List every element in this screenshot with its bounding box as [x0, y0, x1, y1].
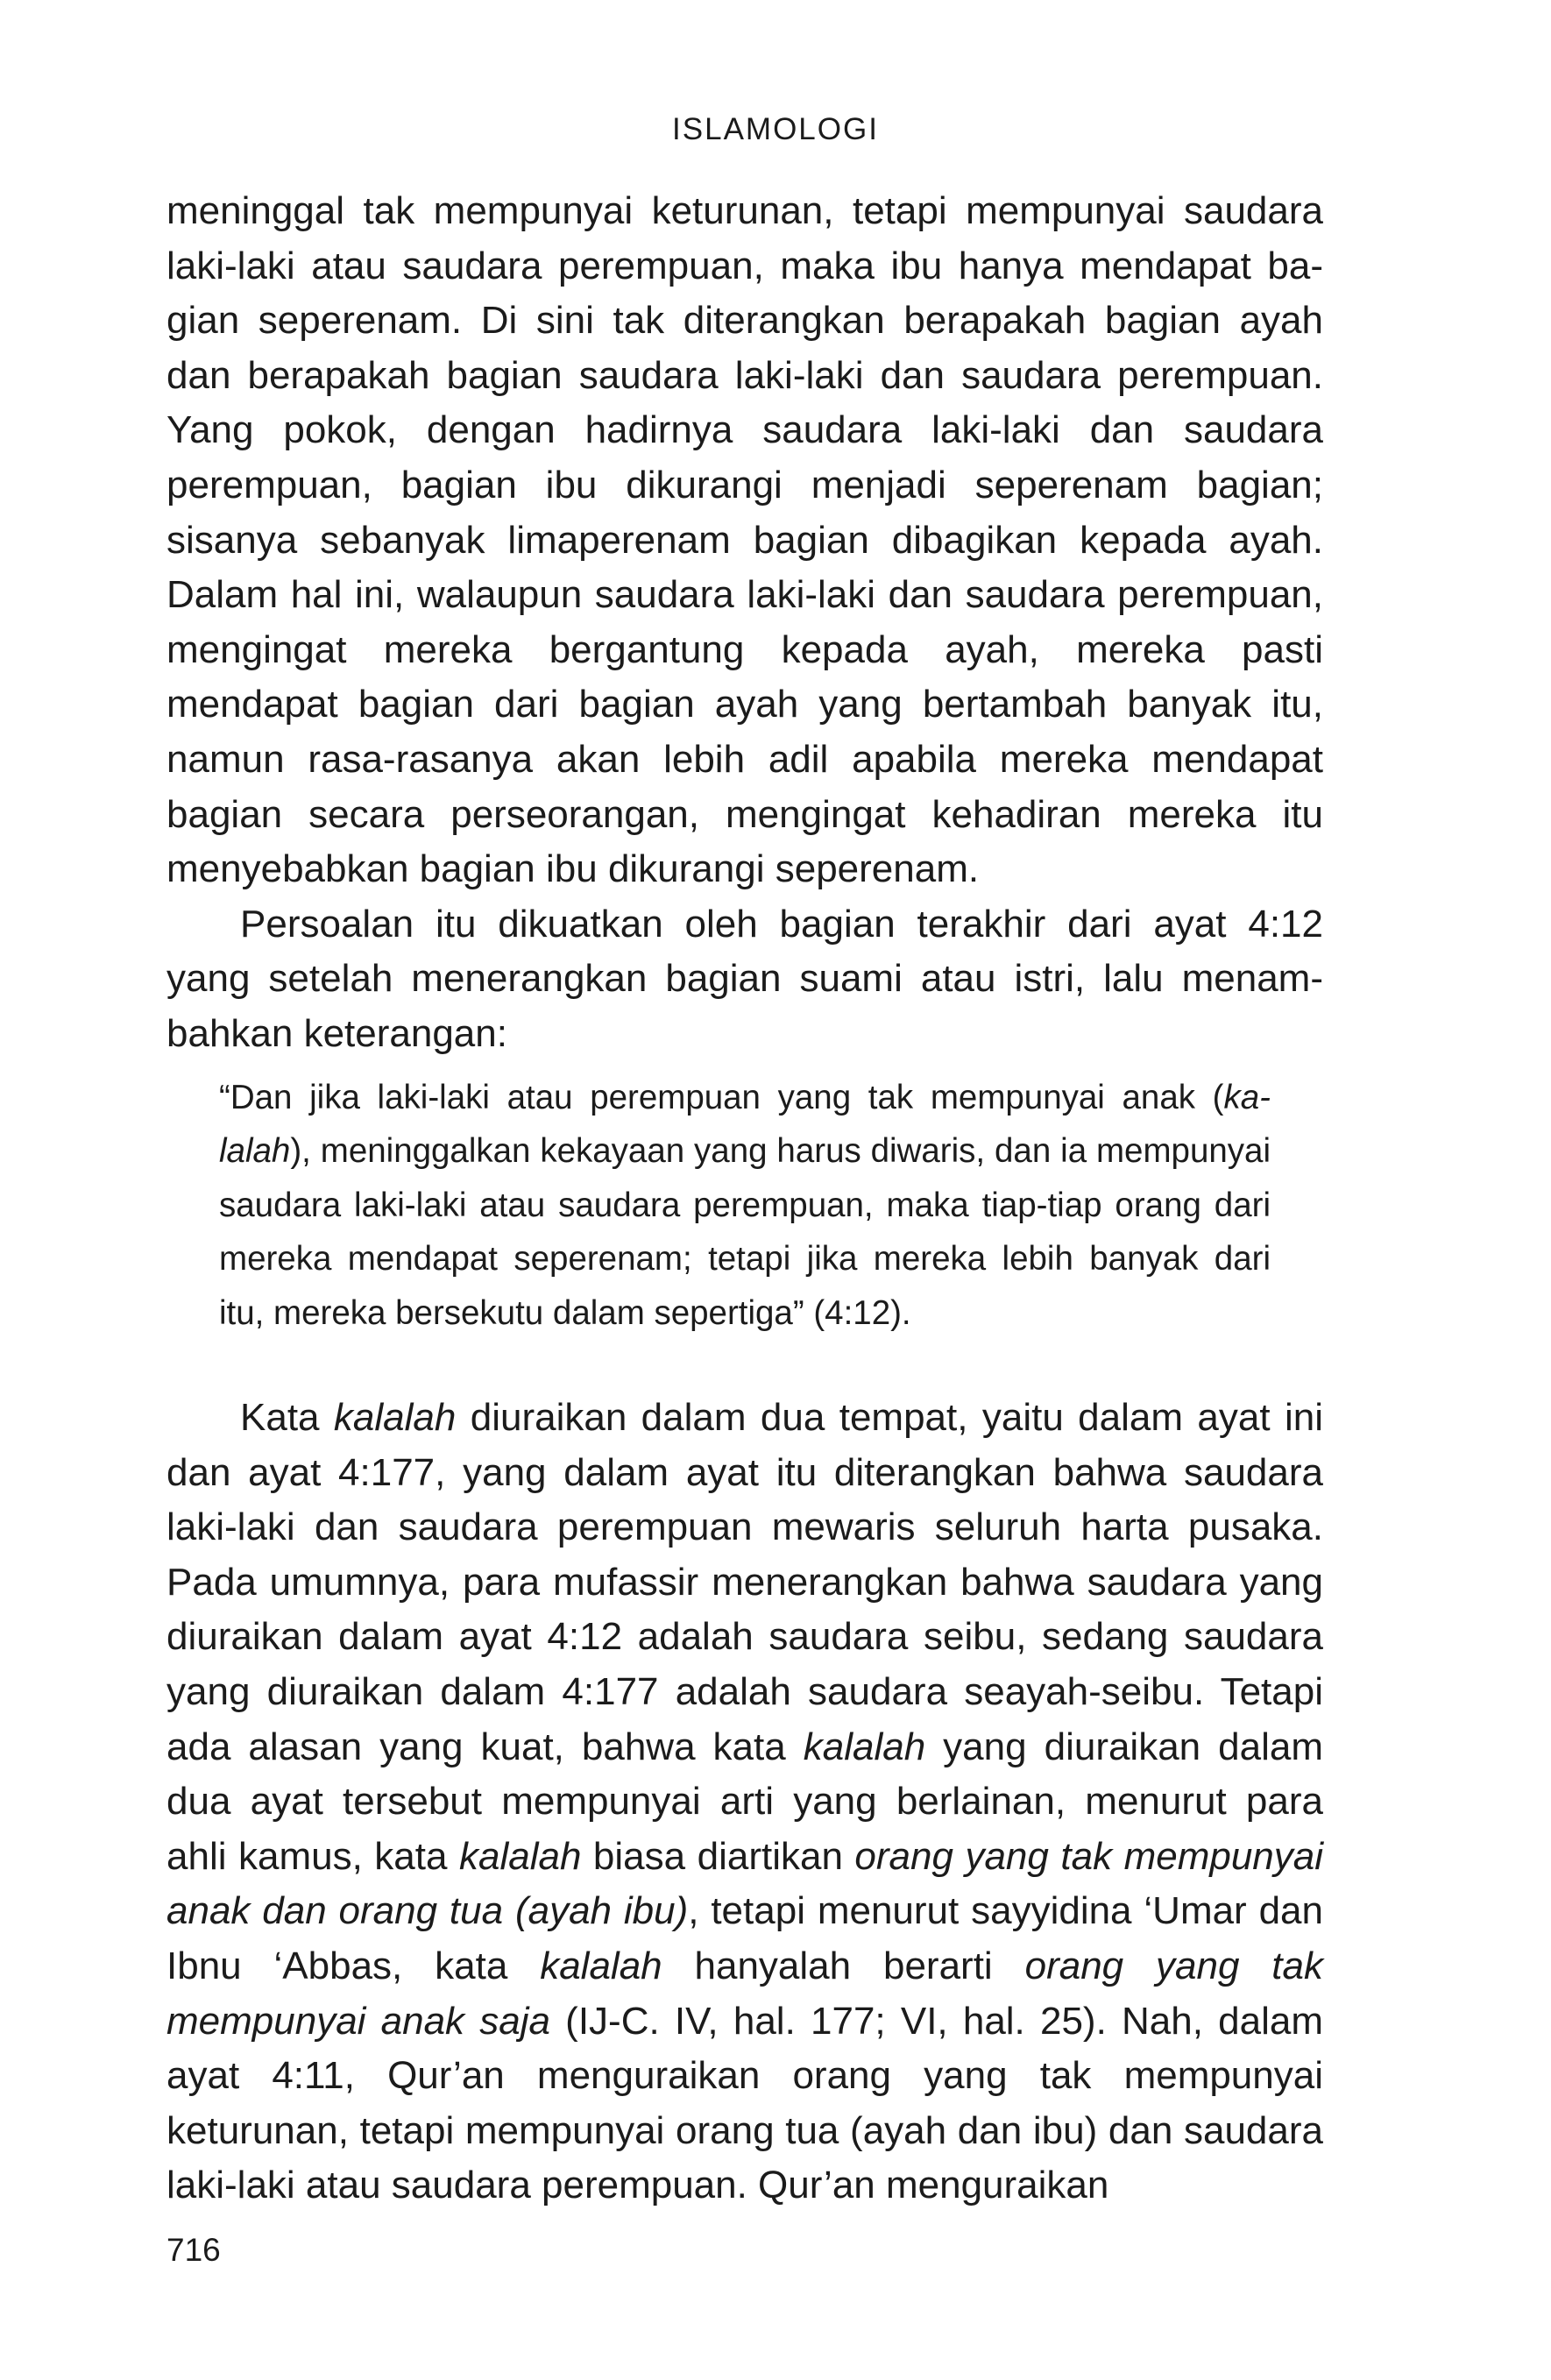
p3-text-3: yang diuraikan dalam dua ayat tersebut mempunyai arti yang berlainan, menurut para ahli kamus, kata — [166, 1725, 1323, 1878]
running-head: ISLAMOLOGI — [672, 112, 879, 146]
paragraph-1: meninggal tak mempunyai keturunan, tetapi mempunyai saudara laki-laki atau saudara perempuan, maka ibu hanya mendapat bagian seperenam. Di sini tak diterangkan berapakah bagian ayah dan berapakah bagian saudara laki-laki dan saudara perempuan. Yang pokok, dengan hadirnya saudara laki-laki dan saudara perempuan, bagian ibu dikurangi menjadi seperenam bagian; sisanya sebanyak limaperenam bagian dibagikan kepada ayah. Dalam hal ini, walaupun saudara laki-laki dan saudara perempuan, mengingat mereka bergantung kepada ayah, mereka pasti mendapat bagian dari bagian ayah yang bertambah banyak itu, namun rasa-rasanya akan lebih adil apabila mereka mendapat bagian secara perseorangan, mengingat kehadiran mereka itu menyebabkan bagian ibu dikurangi seperenam. — [166, 189, 1323, 891]
p3-text-2: diuraikan dalam dua tempat, yaitu dalam ayat ini dan ayat 4:177, yang dalam ayat itu diterangkan bahwa saudara laki-laki dan saudara perempuan mewaris seluruh harta pusaka. Pada umumnya, para mufassir menerangkan bahwa saudara yang diuraikan dalam ayat 4:12 adalah saudara seibu, sedang saudara yang diuraikan dalam 4:177 adalah saudara seayah-seibu. Tetapi ada alasan yang kuat, bahwa kata — [166, 1396, 1323, 1768]
quote-italic-kalalah: kalalah — [219, 1078, 1271, 1170]
p3-italic-2: kalalah — [803, 1725, 926, 1768]
block-quote-wrap — [166, 1071, 1323, 1341]
p3-text-5: , tetapi menurut sayyidina ‘Umar dan Ibnu ‘Abbas, kata — [166, 1889, 1323, 1987]
page-number: 716 — [166, 2232, 221, 2268]
p3-italic-5: kalalah — [540, 1944, 662, 1987]
p3-text-4: biasa diartikan — [581, 1834, 855, 1878]
p3-italic-4: orang yang tak mempunyai anak dan orang tua (ayah ibu) — [166, 1834, 1324, 1933]
quote-text-2: ), meninggalkan kekayaan yang harus diwaris, dan ia mempunyai saudara laki-laki atau saudara perempuan, maka tiap-tiap orang dari mereka mendapat seperenam; tetapi jika mereka lebih banyak dari itu, mereka bersekutu dalam sepertiga” (4:12). — [219, 1132, 1271, 1332]
p3-text-6: hanyalah berarti — [662, 1944, 1025, 1987]
paragraph-2: Persoalan itu dikuatkan oleh bagian terakhir dari ayat 4:12 yang setelah menerangkan bagian suami atau istri, lalu menambahkan keterangan: — [166, 902, 1323, 1055]
p3-italic-3: kalalah — [458, 1834, 582, 1878]
p3-italic-6: orang yang tak mempunyai anak saja — [166, 1944, 1323, 2043]
p3-text-7: (IJ-C. IV, hal. 177; VI, hal. 25). Nah, dalam ayat 4:11, Qur’an menguraikan orang yang tak mempunyai keturunan, tetapi mempunyai orang tua (ayah dan ibu) dan saudara laki-laki atau saudara perempuan. Qur’an menguraikan — [166, 1999, 1323, 2207]
body-text — [166, 184, 1323, 2214]
p3-italic-1: kalalah — [333, 1396, 457, 1439]
paragraph-3 — [166, 1391, 1323, 2214]
p3-text-1: Kata — [240, 1396, 334, 1439]
quote-text-1: “Dan jika laki-laki atau perempuan yang tak mempunyai anak ( — [219, 1078, 1224, 1116]
block-quote — [166, 1071, 1323, 1341]
